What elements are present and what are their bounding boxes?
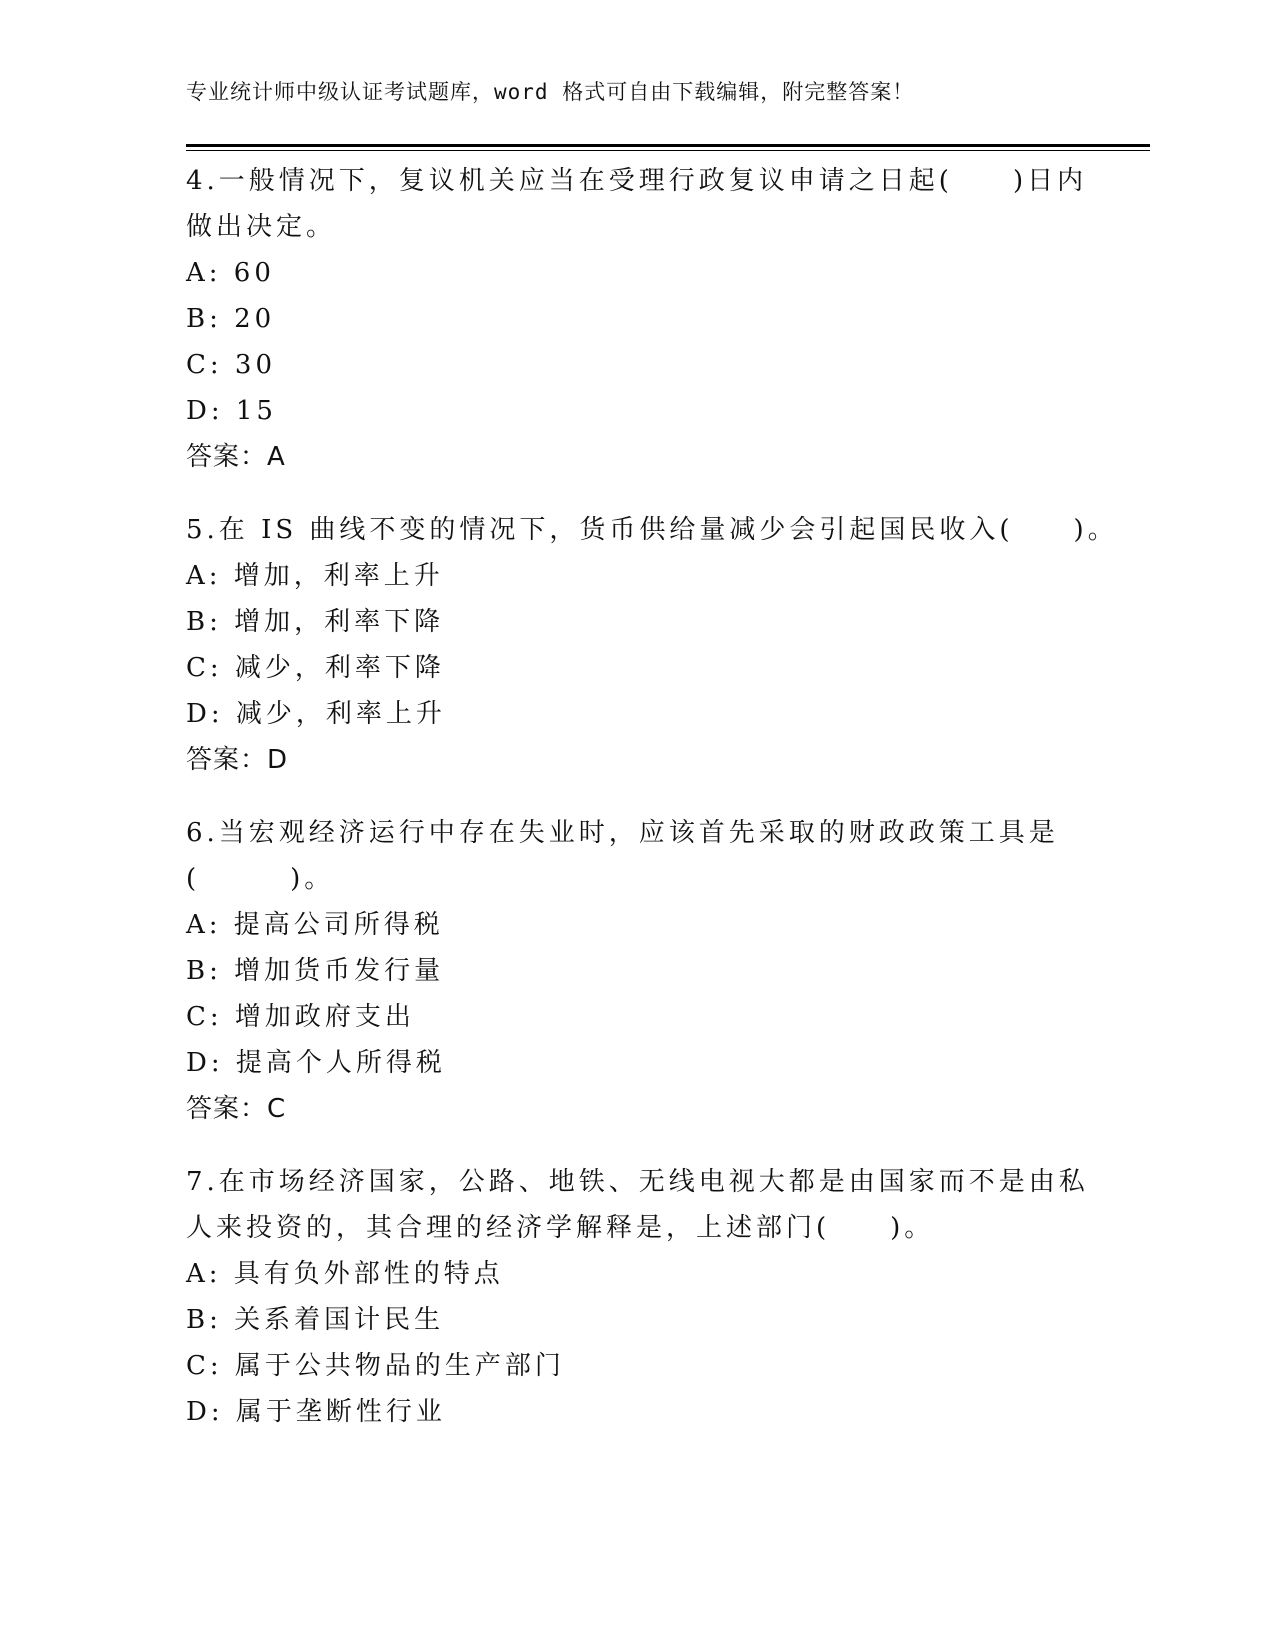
option-d: D: 15 [186,396,277,426]
question-4 [186,158,1086,480]
question-stem: 7.在市场经济国家，公路、地铁、无线电视大都是由国家而不是由私 [186,1167,1089,1197]
answer: 答案：D [186,745,289,775]
question-stem: 5.在 IS 曲线不变的情况下，货币供给量减少会引起国民收入( )。 [186,515,1118,545]
option-b: B: 增加，利率下降 [186,607,445,637]
option-a: A: 60 [186,258,275,288]
option-c: C: 30 [186,350,277,380]
option-b: B: 关系着国计民生 [186,1305,445,1335]
question-stem: 6.当宏观经济运行中存在失业时，应该首先采取的财政政策工具是 [186,818,1059,848]
option-c: C: 增加政府支出 [186,1002,415,1032]
option-a: A: 具有负外部性的特点 [186,1259,504,1289]
header-rule-thin [186,150,1150,151]
option-a: A: 增加，利率上升 [186,561,444,591]
option-c: C: 减少，利率下降 [186,653,445,683]
question-stem: 人来投资的，其合理的经济学解释是，上述部门( )。 [186,1213,935,1243]
option-c: C: 属于公共物品的生产部门 [186,1351,565,1381]
question-stem: 4.一般情况下，复议机关应当在受理行政复议申请之日起( )日内 [186,166,1088,196]
answer: 答案：C [186,1094,287,1124]
question-list [186,158,1118,1462]
option-b: B: 20 [186,304,276,334]
question-stem: 做出决定。 [186,212,337,242]
page-header: 专业统计师中级认证考试题库，word 格式可自由下载编辑，附完整答案！ [186,80,915,104]
header-rule-thick [186,144,1150,147]
question-7 [186,1159,1089,1435]
option-d: D: 提高个人所得税 [186,1048,446,1078]
question-6 [186,810,1086,1132]
question-5 [186,507,1118,783]
option-b: B: 增加货币发行量 [186,956,445,986]
question-stem: ( )。 [186,864,335,894]
option-d: D: 减少，利率上升 [186,699,446,729]
option-d: D: 属于垄断性行业 [186,1397,446,1427]
option-a: A: 提高公司所得税 [186,910,444,940]
answer: 答案：A [186,442,286,472]
